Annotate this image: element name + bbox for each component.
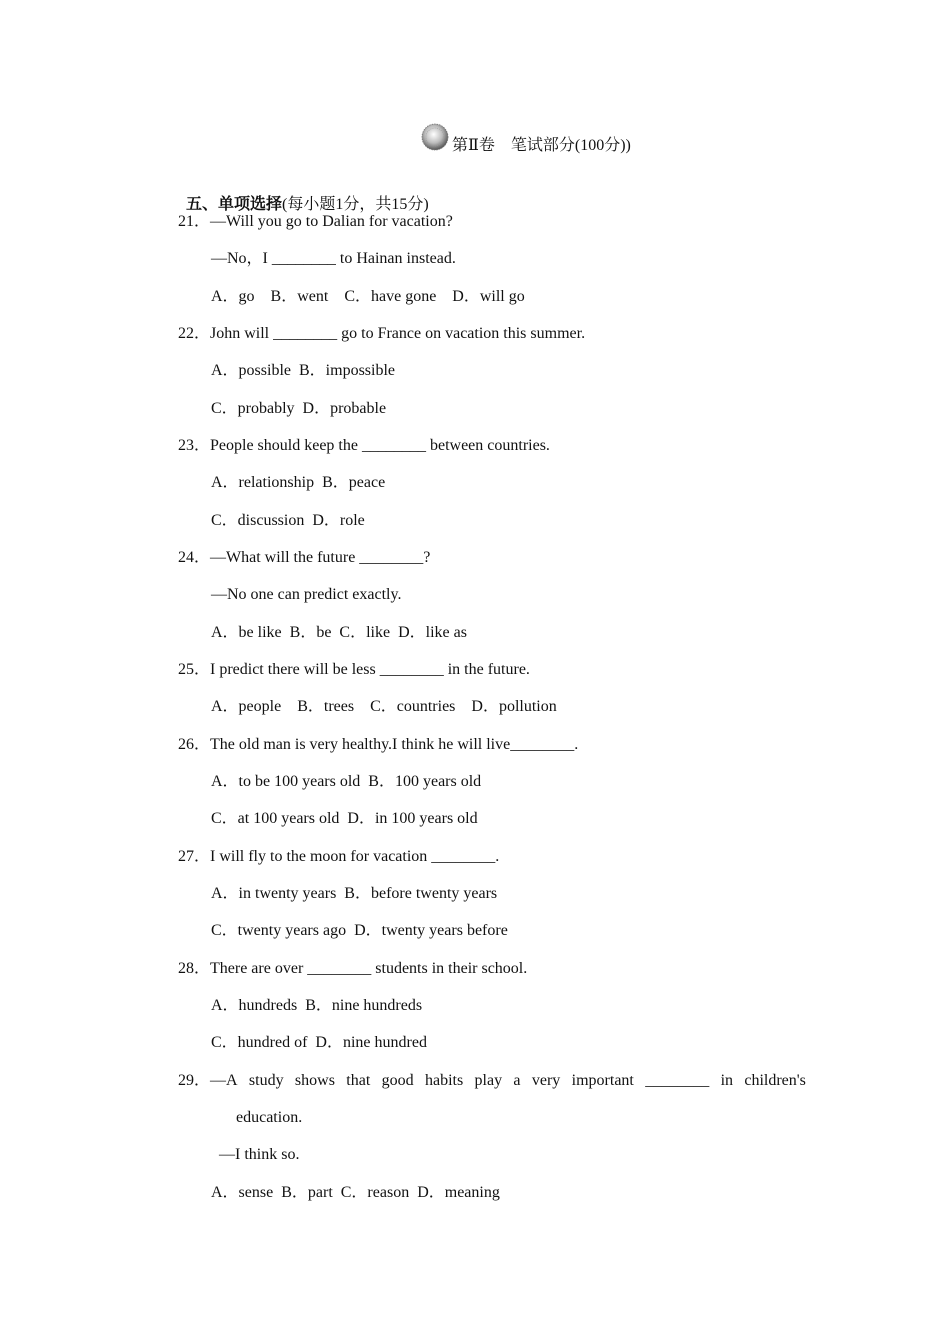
- question-stem: 23．People should keep the ________ between countries.: [178, 437, 550, 454]
- dialogue-line: —No one can predict exactly.: [211, 586, 402, 603]
- question-stem: 22．John will ________ go to France on vacation this summer.: [178, 325, 586, 342]
- stem-word: a: [513, 1072, 521, 1089]
- answer-options: A．to be 100 years old B．100 years old: [211, 773, 482, 790]
- answer-options: C．probably D．probable: [211, 400, 387, 417]
- dialogue-line: —I think so.: [219, 1146, 300, 1163]
- stem-word: 29．—A: [178, 1072, 238, 1089]
- answer-options: A．hundreds B．nine hundreds: [211, 997, 423, 1014]
- answer-options: C．twenty years ago D．twenty years before: [211, 922, 508, 939]
- answer-options: A．people B．trees C．countries D．pollution: [211, 698, 557, 715]
- answer-options: C．at 100 years old D．in 100 years old: [211, 810, 478, 827]
- globe-icon: [420, 122, 452, 154]
- stem-word: in: [720, 1072, 734, 1089]
- stem-word: study: [248, 1072, 284, 1089]
- answer-options: A．possible B．impossible: [211, 362, 396, 379]
- stem-word: play: [474, 1072, 503, 1089]
- question-stem: 24．—What will the future ________?: [178, 549, 431, 566]
- answer-options: C．discussion D．role: [211, 512, 365, 529]
- page-title: 第Ⅱ卷 笔试部分(100分)): [452, 137, 631, 154]
- section-note: (每小题1分，共15分): [282, 196, 429, 213]
- answer-options: A．be like B．be C．like D．like as: [211, 624, 467, 641]
- stem-word: habits: [424, 1072, 464, 1089]
- answer-options: A．sense B．part C．reason D．meaning: [211, 1184, 500, 1201]
- stem-word: that: [346, 1072, 371, 1089]
- question-stem: 26．The old man is very healthy.I think he will live________.: [178, 736, 579, 753]
- stem-word: good: [381, 1072, 414, 1089]
- answer-options: A．relationship B．peace: [211, 474, 386, 491]
- stem-word: shows: [294, 1072, 335, 1089]
- question-stem: 21．—Will you go to Dalian for vacation?: [178, 213, 453, 230]
- question-stem: 28．There are over ________ students in their school.: [178, 960, 528, 977]
- stem-word: very: [531, 1072, 561, 1089]
- answer-blank: ________: [645, 1072, 710, 1089]
- answer-options: A．go B．went C．have gone D．will go: [211, 288, 525, 305]
- question-stem: 25．I predict there will be less ________ in the future.: [178, 661, 530, 678]
- stem-word: children's: [744, 1072, 806, 1089]
- question-stem-continued: education.: [236, 1109, 303, 1126]
- dialogue-line: —No，I ________ to Hainan instead.: [211, 250, 456, 267]
- stem-word: important: [571, 1072, 634, 1089]
- question-stem: [178, 1071, 806, 1091]
- answer-options: A．in twenty years B．before twenty years: [211, 885, 498, 902]
- question-stem: 27．I will fly to the moon for vacation ________.: [178, 848, 500, 865]
- section-title: 五、单项选择: [186, 196, 283, 213]
- section-heading: [178, 175, 429, 215]
- answer-options: C．hundred of D．nine hundred: [211, 1034, 427, 1051]
